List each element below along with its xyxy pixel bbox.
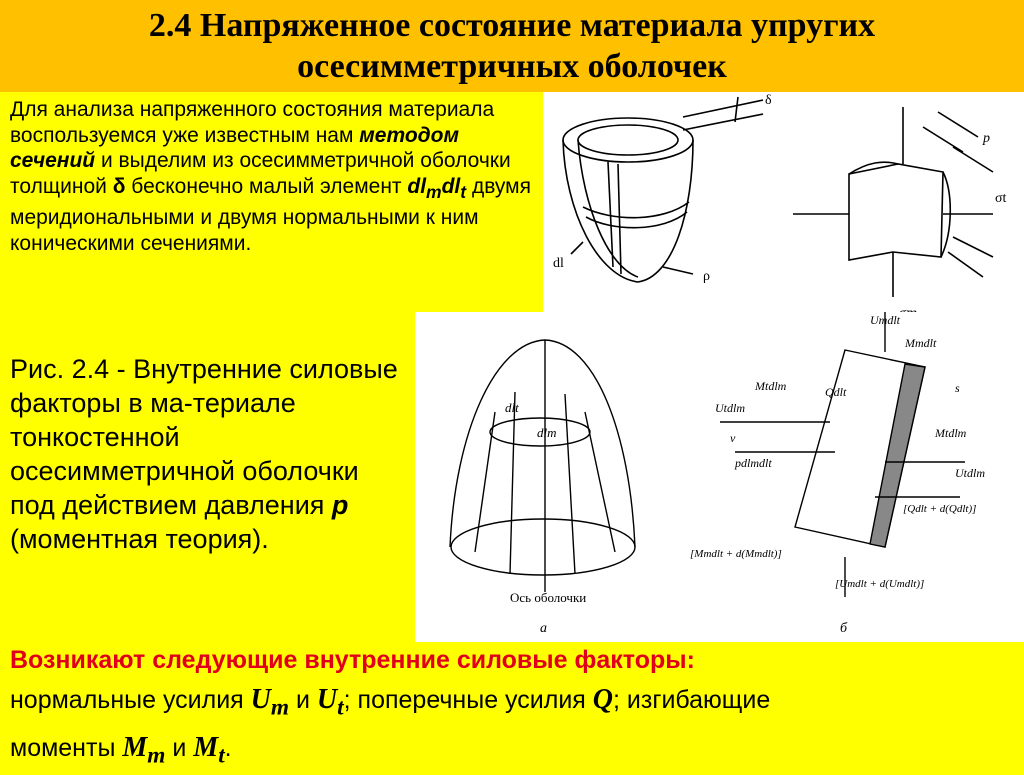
sym-Mm: M <box>122 731 148 763</box>
sym-Mt-sub: t <box>218 742 225 769</box>
fig-bottom-Qdlt: Qdlt <box>825 385 847 399</box>
fig-bottom-Mtdlm-right: Mtdlm <box>935 426 967 440</box>
fig-top-rho: ρ <box>703 269 710 284</box>
factors-text-normal: нормальные усилия <box>10 686 251 714</box>
figure-bottom-drawing <box>415 312 1024 642</box>
fig-bottom-nu: ν <box>730 431 736 445</box>
fig-bottom-s: s <box>955 381 960 395</box>
force-factors <box>10 640 1020 775</box>
fig-bottom-Mmdlt: Mmdlt <box>905 336 937 350</box>
fig-top-p: p <box>983 131 990 146</box>
factors-line-3 <box>10 728 1020 775</box>
factors-text-transverse: ; поперечные усилия <box>343 686 593 714</box>
fig-bottom-axis: Ось оболочки <box>510 590 587 605</box>
intro-text-4: двумя меридиональными и двумя нормальными к ним коническими сечениями. <box>10 174 531 255</box>
sym-Mt: M <box>193 731 219 763</box>
figure-caption <box>10 352 410 556</box>
intro-text-1: Для анализа напряженного состояния материала воспользуемся уже известным нам <box>10 98 495 147</box>
factors-text-moments: моменты <box>10 733 123 762</box>
fig-top-sigma-t: σt <box>995 191 1007 206</box>
fig-bottom-b: б <box>840 621 848 636</box>
fig-bottom-Mtdlm: Mtdlm <box>755 379 787 393</box>
sym-Ut-sub: t <box>337 694 344 721</box>
title-line-1: 2.4 Напряженное состояние материала упругих <box>148 7 876 44</box>
factors-line-2 <box>10 680 1020 728</box>
fig-bottom-Mm-expr: [Mmdlt + d(Mmdlt)] <box>690 548 782 560</box>
fig-bottom-Umdlt: Umdlt <box>870 313 900 327</box>
figure-top <box>543 92 1024 347</box>
fig-bottom-dlm: dlm <box>537 425 557 440</box>
intro-elem-sub-t: t <box>460 181 467 202</box>
fig-bottom-dlt: dlt <box>505 400 519 415</box>
sym-Q: Q <box>592 684 613 715</box>
figure-top-drawing <box>543 92 1024 347</box>
intro-elem-dl2: dl <box>441 174 461 198</box>
intro-text-3: бесконечно малый элемент <box>125 174 408 198</box>
sym-Um: U <box>250 684 271 715</box>
fig-bottom-Utdlm-right: Utdlm <box>955 466 985 480</box>
caption-text: Рис. 2.4 - Внутренние силовые факторы в ма-териале тонкостенной осесимметричной оболочки под действием давления <box>10 354 398 520</box>
factors-dot: . <box>224 733 232 762</box>
factors-text-bending: ; изгибающие <box>613 686 771 714</box>
fig-bottom-a: а <box>540 621 547 636</box>
intro-elem-dl1: dl <box>407 174 427 198</box>
fig-top-delta: δ <box>765 93 772 108</box>
fig-bottom-pdlmdlt: pdlmdlt <box>735 456 772 470</box>
intro-method: методом сечений <box>10 123 460 172</box>
figure-bottom <box>415 312 1024 642</box>
fig-bottom-Utdlm: Utdlm <box>715 401 745 415</box>
title-line-2: осесимметричных оболочек <box>297 48 727 85</box>
intro-text-2: и выделим из осесимметричной оболочки толщиной <box>10 149 511 198</box>
caption-p: p <box>331 490 349 520</box>
factors-and-2: и <box>165 733 194 762</box>
factors-heading: Возникают следующие внутренние силовые факторы: <box>10 646 695 674</box>
factors-and-1: и <box>289 686 317 714</box>
fig-bottom-Qdlt-expr: [Qdlt + d(Qdlt)] <box>903 503 977 515</box>
caption-theory: (моментная теория). <box>10 524 269 554</box>
intro-delta: δ <box>112 174 126 198</box>
title-bar <box>0 0 1024 92</box>
intro-paragraph <box>10 97 545 256</box>
fig-top-dl: dl <box>553 256 564 271</box>
sym-Um-sub: m <box>270 694 290 721</box>
sym-Ut: U <box>316 684 338 715</box>
intro-elem-sub-m: m <box>426 181 442 202</box>
sym-Mm-sub: m <box>147 742 166 769</box>
fig-bottom-Um-expr: [Umdlt + d(Umdlt)] <box>835 578 925 590</box>
